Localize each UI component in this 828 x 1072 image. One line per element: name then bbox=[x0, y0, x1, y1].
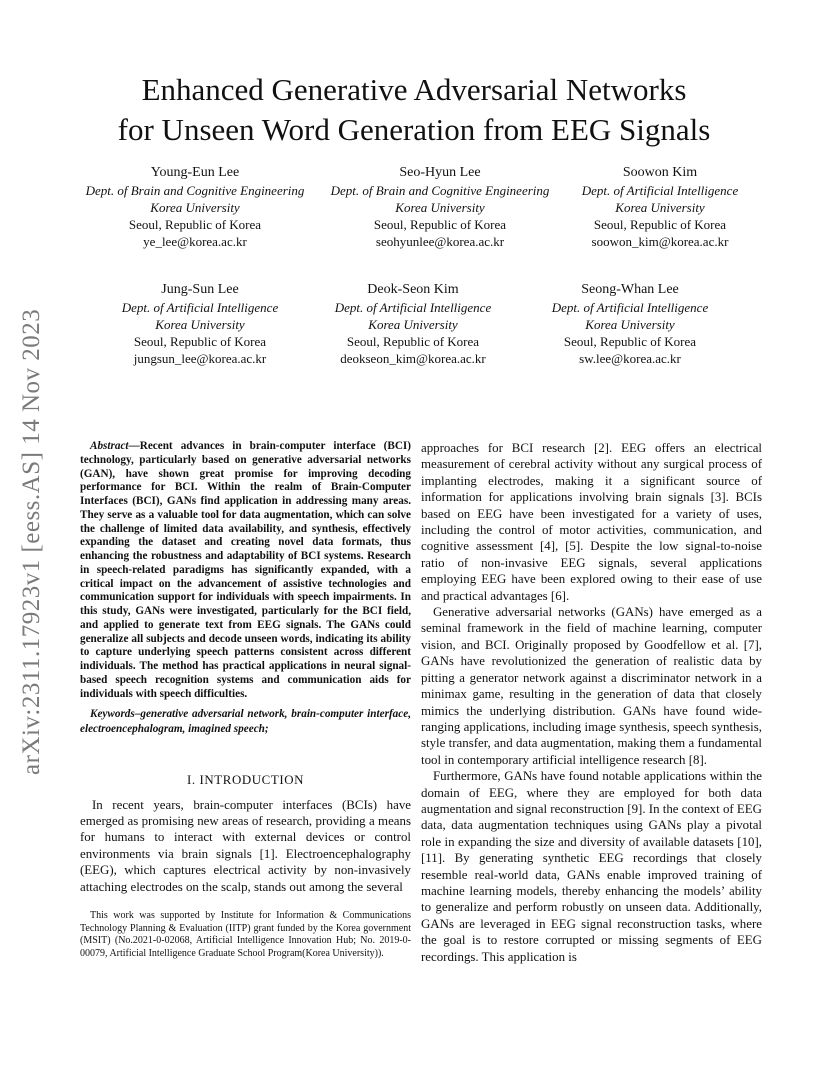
author-dept: Dept. of Artificial Intelligence bbox=[334, 300, 492, 315]
section-heading-introduction: I. INTRODUCTION bbox=[186, 773, 305, 788]
keywords-label: Keywords bbox=[90, 708, 135, 721]
author-block-4 bbox=[105, 281, 295, 367]
author-city: Seoul, Republic of Korea bbox=[128, 217, 262, 232]
author-block-1 bbox=[75, 164, 315, 250]
author-name: Seong-Whan Lee bbox=[581, 282, 679, 297]
intro-paragraph-2: approaches for BCI research [2]. EEG offers an electrical measurement of cerebral activity without any surgical process of implanting electrodes, making it a significant source of information for applications involving brain signals [3]. BCIs based on EEG have been investigated for a variety of uses, including the control of motor activities, communication, and cognitive assessment [4], [5]. Despite the low signal-to-noise ratio of non-invasive EEG signals, several applications employing EEG have been explored owing to their ease of use and practical advantages [6]. bbox=[421, 441, 762, 603]
author-name: Jung-Sun Lee bbox=[161, 282, 239, 297]
author-name: Soowon Kim bbox=[622, 165, 698, 180]
author-dept: Dept. of Brain and Cognitive Engineering bbox=[85, 183, 305, 198]
author-email: deokseon_kim@korea.ac.kr bbox=[340, 351, 486, 366]
author-city: Seoul, Republic of Korea bbox=[593, 217, 727, 232]
author-city: Seoul, Republic of Korea bbox=[133, 334, 267, 349]
author-email: ye_lee@korea.ac.kr bbox=[143, 234, 247, 249]
abstract-text: —Recent advances in brain-computer interface (BCI) technology, particularly based on generative adversarial networks (GAN), have shown great promise for improving decoding performance for BCI. Within the realm of Brain-Computer Interfaces (BCI), GANs find application in addressing many areas. They serve as a valuable tool for data augmentation, which can solve the challenge of limited data availability, and synthesis, effectively expanding the dataset and creating novel data formats, thus enhancing the robustness and adaptability of BCI systems. Research in speech-related paradigms has significantly expanded, with a critical impact on the advancement of assistive technologies and communication support for individuals with speech impairments. In this study, GANs were investigated, particularly for the BCI field, and applied to generate text from EEG signals. The GANs could generalize all subjects and decode unseen words, indicating its ability to capture underlying speech patterns consistent across different individuals. The method has practical applications in neural signal-based speech recognition systems and communication aids for individuals with speech difficulties. bbox=[80, 440, 411, 700]
arxiv-id-text: arXiv:2311.17923v1 [eess.AS] 14 Nov 2023 bbox=[18, 308, 45, 775]
author-univ: Korea University bbox=[155, 317, 245, 332]
author-email: soowon_kim@korea.ac.kr bbox=[591, 234, 729, 249]
right-column bbox=[421, 440, 762, 965]
author-block-6 bbox=[535, 281, 725, 367]
author-email: jungsun_lee@korea.ac.kr bbox=[133, 351, 267, 366]
author-block-5 bbox=[318, 281, 508, 367]
author-name: Seo-Hyun Lee bbox=[399, 165, 481, 180]
funding-footnote: This work was supported by Institute for Information & Communications Technology Planning & Evaluation (IITP) grant funded by the Korea government (MSIT) (No.2021-0-02068, Artificial Intelligence Innovation Hub; No. 2019-0-00079, Artificial Intelligence Graduate School Program(Korea University)). bbox=[80, 910, 411, 959]
author-city: Seoul, Republic of Korea bbox=[346, 334, 480, 349]
author-city: Seoul, Republic of Korea bbox=[563, 334, 697, 349]
author-univ: Korea University bbox=[585, 317, 675, 332]
abstract-label: Abstract bbox=[90, 440, 129, 452]
author-block-3 bbox=[565, 164, 755, 250]
intro-paragraph-3: Generative adversarial networks (GANs) have emerged as a seminal framework in the field of machine learning, computer vision, and BCI. Originally proposed by Goodfellow et al. [7], GANs have revolutionized the generation of realistic data by pitting a generator network against a discriminator network in a minimax game, resulting in the generation of data that closely mimics the underlying distribution. GANs have found wide-ranging applications, including image synthesis, speech synthesis, style transfer, and data augmentation, making them a fundamental tool in contemporary artificial intelligence research [8]. bbox=[421, 605, 762, 767]
arxiv-side-identifier bbox=[18, 275, 54, 775]
author-city: Seoul, Republic of Korea bbox=[373, 217, 507, 232]
author-univ: Korea University bbox=[395, 200, 485, 215]
keywords bbox=[80, 707, 411, 736]
title-line-2: for Unseen Word Generation from EEG Signals bbox=[117, 112, 711, 147]
paper-title bbox=[60, 70, 768, 150]
author-dept: Dept. of Brain and Cognitive Engineering bbox=[330, 183, 550, 198]
author-univ: Korea University bbox=[368, 317, 458, 332]
intro-paragraph-4: Furthermore, GANs have found notable applications within the domain of EEG, where they are employed for both data augmentation and signal reconstruction [9]. In the context of EEG data, data augmentation techniques using GANs play a pivotal role in expanding the size and diversity of available datasets [10], [11]. By generating synthetic EEG recordings that closely resemble real-world data, GANs enable improved training of machine learning models, thereby enhancing the models’ ability to generalize and perform robustly on unseen data. Additionally, GANs are leveraged in EEG signal reconstruction tasks, where the goal is to restore corrupted or missing segments of EEG recordings. This application is bbox=[421, 769, 762, 964]
left-column bbox=[80, 440, 411, 895]
author-dept: Dept. of Artificial Intelligence bbox=[121, 300, 279, 315]
title-line-1: Enhanced Generative Adversarial Networks bbox=[141, 72, 687, 107]
keywords-text: –generative adversarial network, brain-computer interface, electroencephalogram, imagined speech; bbox=[80, 708, 411, 735]
author-name: Deok-Seon Kim bbox=[367, 282, 459, 297]
author-univ: Korea University bbox=[150, 200, 240, 215]
author-dept: Dept. of Artificial Intelligence bbox=[551, 300, 709, 315]
author-email: sw.lee@korea.ac.kr bbox=[579, 351, 681, 366]
author-block-2 bbox=[320, 164, 560, 250]
author-univ: Korea University bbox=[615, 200, 705, 215]
author-email: seohyunlee@korea.ac.kr bbox=[375, 234, 505, 249]
abstract bbox=[80, 440, 411, 701]
author-dept: Dept. of Artificial Intelligence bbox=[581, 183, 739, 198]
intro-paragraph-1: In recent years, brain-computer interfaces (BCIs) have emerged as promising new areas of research, providing a means for humans to interact with external devices or control environments via brain signals [1]. Electroencephalography (EEG), which captures electrical activity by non-invasively attaching electrodes on the scalp, stands out among the several bbox=[80, 797, 411, 894]
author-name: Young-Eun Lee bbox=[150, 165, 240, 180]
